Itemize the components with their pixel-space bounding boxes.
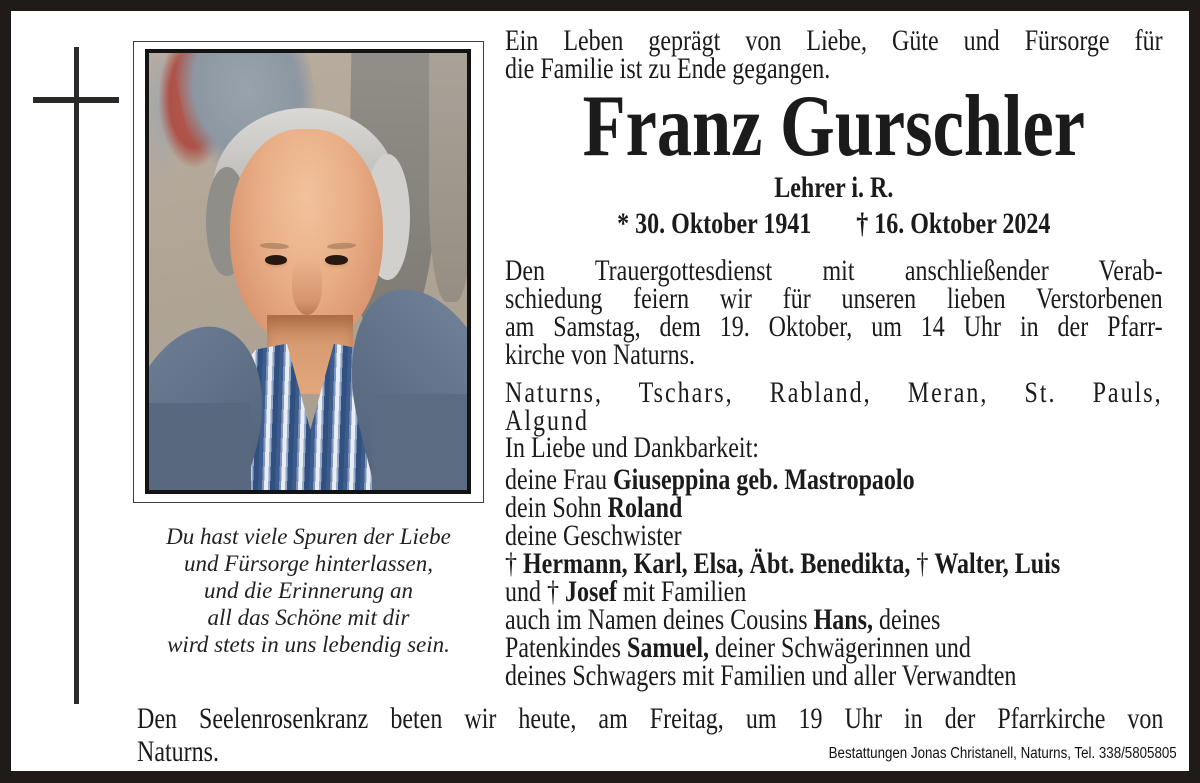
photo-jacket-right-fill <box>372 394 471 494</box>
funeral-home-credit: Bestattungen Jonas Christanell, Naturns, Tel. 338/5805805 <box>828 745 1177 762</box>
portrait-photo-frame <box>133 41 484 503</box>
rosary-notice: Den Seelenrosenkranz beten wir heute, am Freitag, um 19 Uhr in der Pfarrkirche von Naturns. <box>137 702 1164 768</box>
notice-text-column <box>505 0 1163 783</box>
photo-jacket-left-fill <box>145 403 251 494</box>
deceased-title: Lehrer i. R. <box>774 171 894 204</box>
funeral-announcement: Den Trauergottesdienst mit anschließender Verab- schiedung feiern wir für unseren lieben Verstorbenen am Samstag, dem 19. Oktober, um 14 Uhr in der Pfarr- kirche von Naturns. <box>505 254 1163 371</box>
photo-mural-pillar-right <box>429 49 471 302</box>
gratitude-line: In Liebe und Dankbarkeit: <box>505 431 759 464</box>
deceased-name: Franz Gurschler <box>582 78 1086 175</box>
photo-eye-right <box>325 255 347 265</box>
memorial-cross-icon-bar <box>33 97 119 103</box>
memorial-cross-icon <box>74 47 79 704</box>
portrait-photo <box>145 49 471 494</box>
places-list: Naturns, Tschars, Rabland, Meran, St. Pauls, Algund <box>505 376 1163 437</box>
family-list: deine Frau Giuseppina geb. Mastropaolo dein Sohn Roland deine Geschwister † Hermann, Karl, Elsa, Äbt. Benedikta, † Walter, Luis und † Josef mit Familien auch im Namen deines Cousins Hans, deines Patenkindes Samuel, deiner Schwägerinnen und deines Schwagers mit Familien und aller Verwandten <box>505 463 1061 692</box>
memorial-poem: Du hast viele Spuren der Liebe und Fürsorge hinterlassen, und die Erinnerung an all das Schöne mit dir wird stets in uns lebendig sein. <box>166 524 451 657</box>
birth-date: * 30. Oktober 1941 <box>617 207 812 240</box>
intro-text: Ein Leben geprägt von Liebe, Güte und Fürsorge für die Familie ist zu Ende gegangen. <box>505 24 1163 85</box>
life-dates <box>505 207 1163 240</box>
death-date: † 16. Oktober 2024 <box>856 207 1051 240</box>
photo-eye-left <box>265 255 287 265</box>
